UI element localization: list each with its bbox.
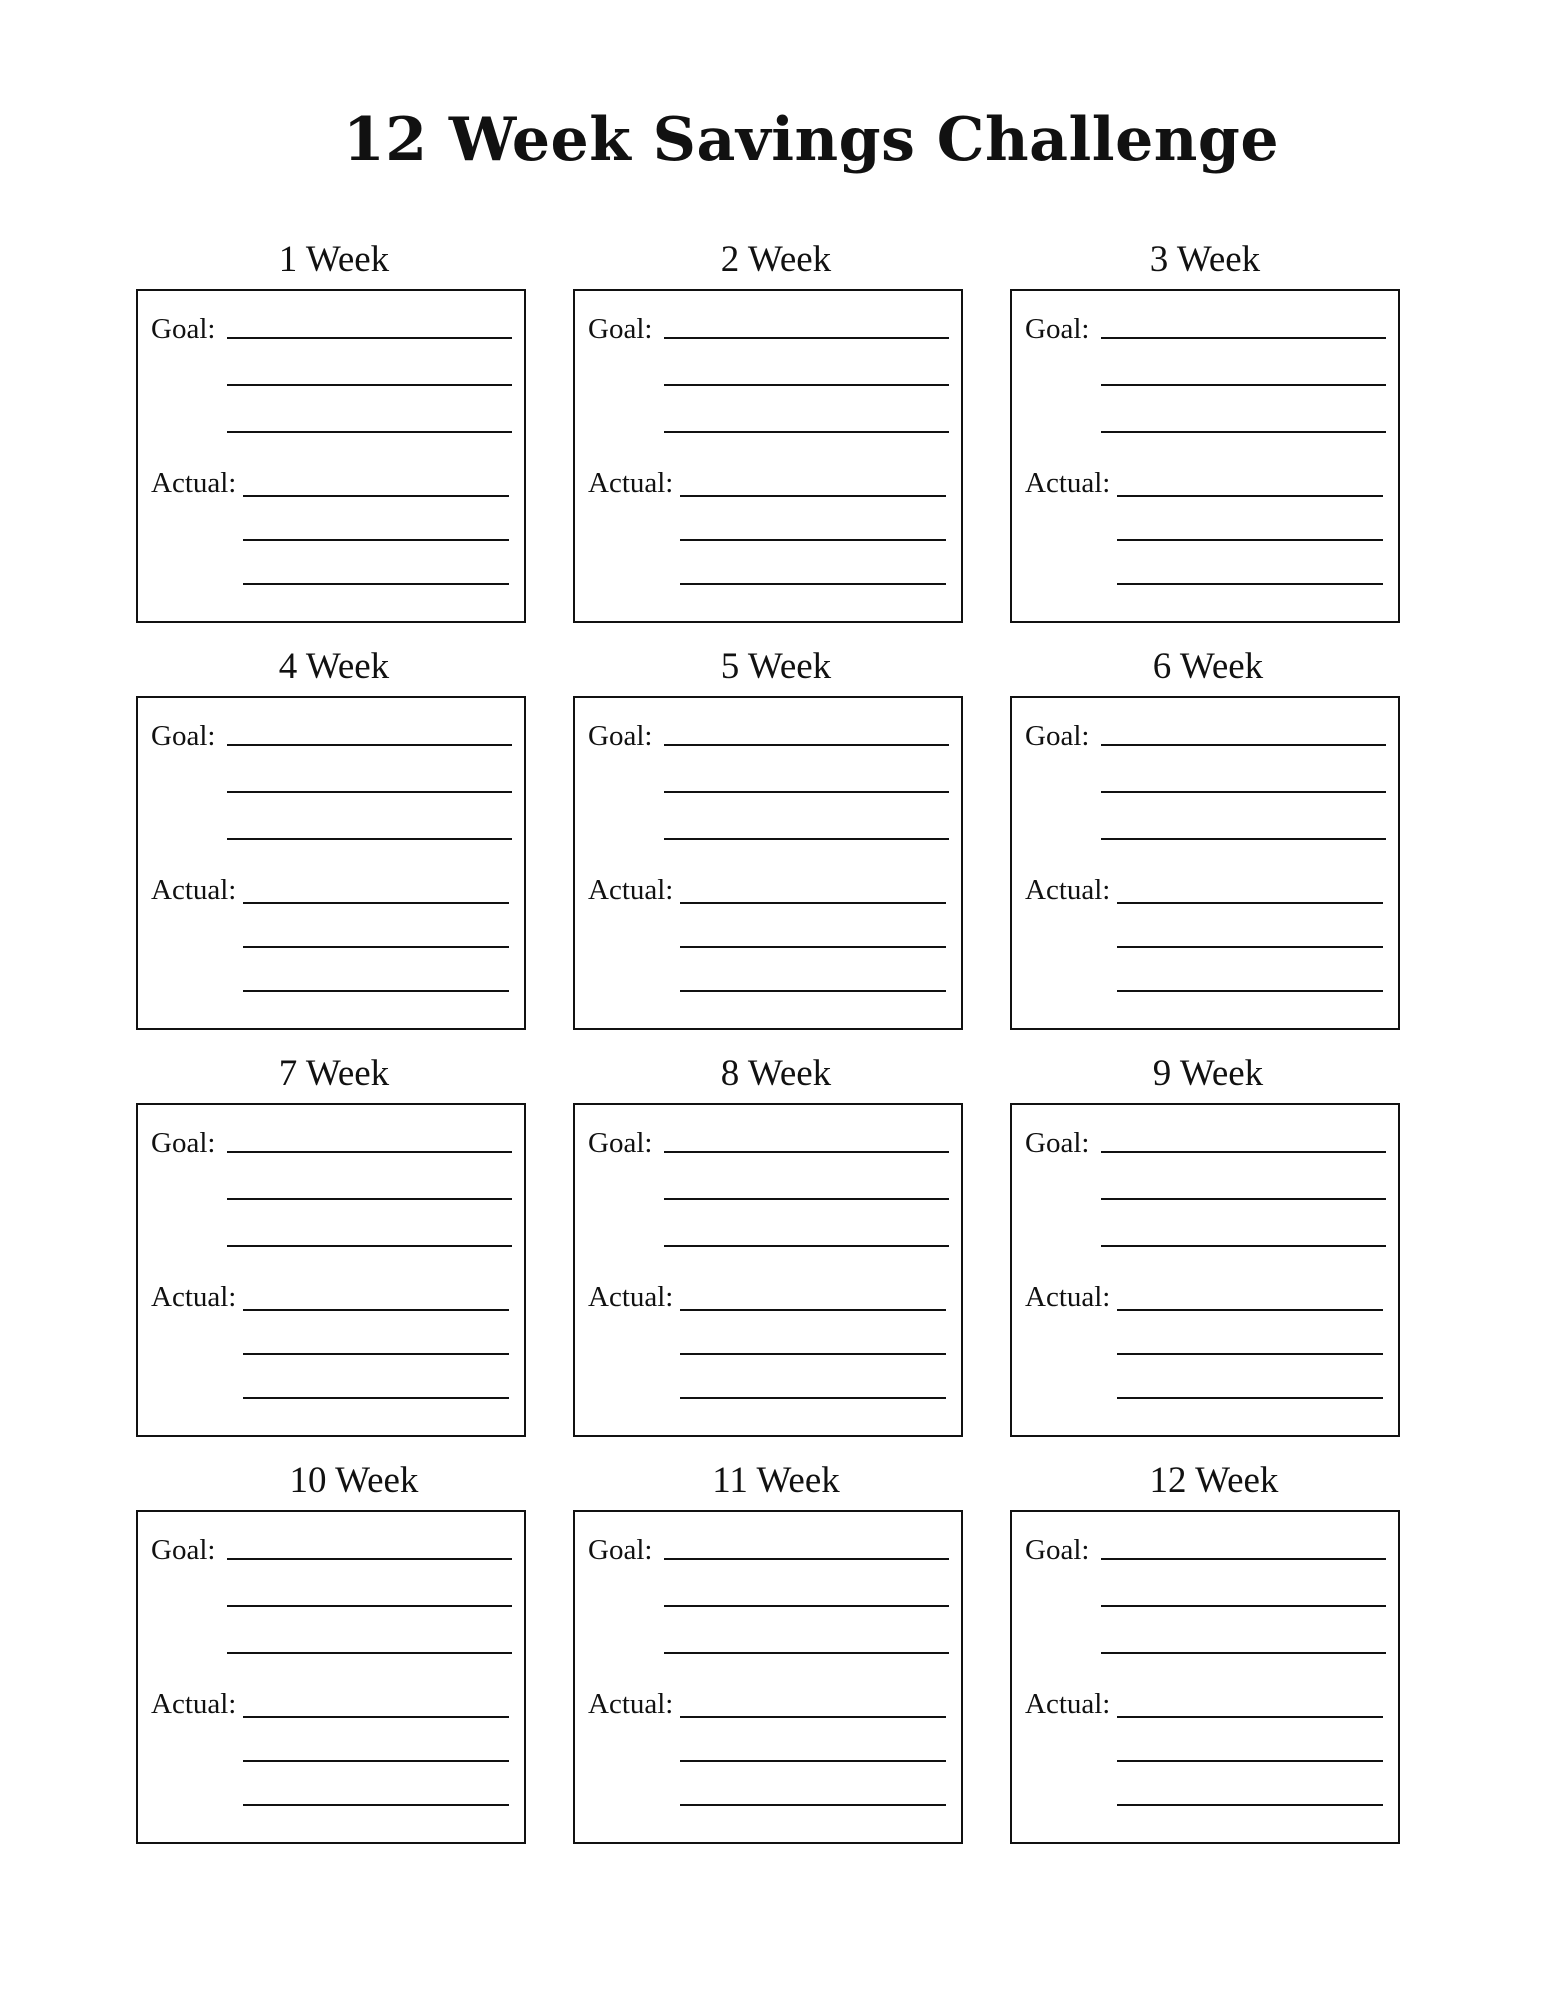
week-title: 10 Week xyxy=(289,1460,419,1501)
week-box xyxy=(136,696,526,1030)
actual-label: Actual: xyxy=(151,1281,237,1313)
actual-line-1[interactable] xyxy=(243,495,509,497)
actual-line-1[interactable] xyxy=(243,1309,509,1311)
page-title: 12 Week Savings Challenge xyxy=(342,105,1280,175)
actual-line-1[interactable] xyxy=(1117,902,1383,904)
week-title: 5 Week xyxy=(720,646,832,687)
week-box xyxy=(1010,1103,1400,1437)
actual-line-2[interactable] xyxy=(1117,1760,1383,1762)
goal-line-1[interactable] xyxy=(1101,1151,1386,1153)
goal-line-2[interactable] xyxy=(1101,384,1386,386)
goal-line-1[interactable] xyxy=(1101,337,1386,339)
goal-line-2[interactable] xyxy=(664,384,949,386)
week-title: 12 Week xyxy=(1149,1460,1279,1501)
goal-label: Goal: xyxy=(151,1127,216,1159)
actual-line-2[interactable] xyxy=(243,946,509,948)
week-box xyxy=(1010,1510,1400,1844)
actual-line-2[interactable] xyxy=(1117,539,1383,541)
actual-line-3[interactable] xyxy=(680,1397,946,1399)
goal-line-2[interactable] xyxy=(1101,1605,1386,1607)
actual-line-1[interactable] xyxy=(680,902,946,904)
goal-line-3[interactable] xyxy=(227,431,512,433)
goal-label: Goal: xyxy=(1025,720,1090,752)
actual-label: Actual: xyxy=(1025,1281,1111,1313)
week-box xyxy=(573,1510,963,1844)
actual-line-1[interactable] xyxy=(1117,495,1383,497)
goal-line-2[interactable] xyxy=(227,1198,512,1200)
goal-label: Goal: xyxy=(588,1127,653,1159)
actual-line-3[interactable] xyxy=(243,583,509,585)
actual-label: Actual: xyxy=(1025,467,1111,499)
goal-line-3[interactable] xyxy=(664,838,949,840)
actual-line-3[interactable] xyxy=(680,1804,946,1806)
week-title: 4 Week xyxy=(278,646,390,687)
goal-label: Goal: xyxy=(588,1534,653,1566)
actual-label: Actual: xyxy=(151,467,237,499)
actual-label: Actual: xyxy=(1025,1688,1111,1720)
actual-label: Actual: xyxy=(588,1688,674,1720)
week-box xyxy=(573,696,963,1030)
week-title: 2 Week xyxy=(720,239,832,280)
actual-line-2[interactable] xyxy=(243,539,509,541)
goal-line-2[interactable] xyxy=(227,1605,512,1607)
actual-line-2[interactable] xyxy=(680,1760,946,1762)
goal-line-3[interactable] xyxy=(664,1652,949,1654)
goal-line-2[interactable] xyxy=(664,791,949,793)
week-title: 1 Week xyxy=(278,239,390,280)
actual-line-2[interactable] xyxy=(1117,946,1383,948)
goal-line-3[interactable] xyxy=(664,1245,949,1247)
week-box xyxy=(136,1510,526,1844)
goal-label: Goal: xyxy=(588,313,653,345)
week-title: 3 Week xyxy=(1149,239,1261,280)
goal-label: Goal: xyxy=(1025,1534,1090,1566)
actual-label: Actual: xyxy=(588,1281,674,1313)
actual-label: Actual: xyxy=(1025,874,1111,906)
goal-line-3[interactable] xyxy=(1101,431,1386,433)
actual-line-2[interactable] xyxy=(243,1353,509,1355)
goal-line-1[interactable] xyxy=(664,744,949,746)
goal-line-2[interactable] xyxy=(227,791,512,793)
goal-label: Goal: xyxy=(1025,1127,1090,1159)
goal-line-2[interactable] xyxy=(227,384,512,386)
actual-line-3[interactable] xyxy=(243,1397,509,1399)
goal-line-3[interactable] xyxy=(664,431,949,433)
actual-line-3[interactable] xyxy=(1117,583,1383,585)
actual-line-3[interactable] xyxy=(1117,990,1383,992)
actual-line-2[interactable] xyxy=(680,539,946,541)
goal-line-1[interactable] xyxy=(1101,1558,1386,1560)
goal-line-3[interactable] xyxy=(1101,838,1386,840)
week-box xyxy=(1010,289,1400,623)
goal-line-1[interactable] xyxy=(664,1558,949,1560)
week-title: 7 Week xyxy=(278,1053,390,1094)
goal-line-3[interactable] xyxy=(1101,1245,1386,1247)
goal-line-2[interactable] xyxy=(1101,1198,1386,1200)
actual-line-3[interactable] xyxy=(1117,1397,1383,1399)
actual-line-2[interactable] xyxy=(680,1353,946,1355)
goal-line-1[interactable] xyxy=(227,1558,512,1560)
goal-label: Goal: xyxy=(151,720,216,752)
goal-line-1[interactable] xyxy=(227,744,512,746)
actual-line-3[interactable] xyxy=(680,583,946,585)
week-title: 11 Week xyxy=(712,1460,840,1501)
actual-label: Actual: xyxy=(151,874,237,906)
goal-label: Goal: xyxy=(1025,313,1090,345)
week-box xyxy=(136,1103,526,1437)
actual-line-3[interactable] xyxy=(680,990,946,992)
actual-line-2[interactable] xyxy=(243,1760,509,1762)
goal-line-1[interactable] xyxy=(227,337,512,339)
actual-line-1[interactable] xyxy=(680,495,946,497)
goal-label: Goal: xyxy=(151,313,216,345)
actual-line-1[interactable] xyxy=(680,1716,946,1718)
actual-line-2[interactable] xyxy=(1117,1353,1383,1355)
goal-line-3[interactable] xyxy=(227,1652,512,1654)
actual-line-3[interactable] xyxy=(1117,1804,1383,1806)
goal-line-2[interactable] xyxy=(664,1198,949,1200)
goal-line-3[interactable] xyxy=(227,838,512,840)
actual-line-1[interactable] xyxy=(243,902,509,904)
goal-line-1[interactable] xyxy=(1101,744,1386,746)
actual-line-1[interactable] xyxy=(680,1309,946,1311)
goal-line-2[interactable] xyxy=(664,1605,949,1607)
goal-line-1[interactable] xyxy=(664,1151,949,1153)
week-box xyxy=(573,1103,963,1437)
actual-line-1[interactable] xyxy=(1117,1309,1383,1311)
goal-line-1[interactable] xyxy=(227,1151,512,1153)
actual-line-3[interactable] xyxy=(243,1804,509,1806)
week-box xyxy=(1010,696,1400,1030)
actual-line-1[interactable] xyxy=(243,1716,509,1718)
week-title: 9 Week xyxy=(1152,1053,1264,1094)
actual-label: Actual: xyxy=(588,467,674,499)
week-box xyxy=(573,289,963,623)
week-box xyxy=(136,289,526,623)
week-title: 8 Week xyxy=(720,1053,832,1094)
goal-line-2[interactable] xyxy=(1101,791,1386,793)
actual-label: Actual: xyxy=(151,1688,237,1720)
actual-line-2[interactable] xyxy=(680,946,946,948)
goal-label: Goal: xyxy=(588,720,653,752)
actual-label: Actual: xyxy=(588,874,674,906)
goal-line-3[interactable] xyxy=(227,1245,512,1247)
actual-line-3[interactable] xyxy=(243,990,509,992)
goal-line-3[interactable] xyxy=(1101,1652,1386,1654)
week-title: 6 Week xyxy=(1152,646,1264,687)
goal-line-1[interactable] xyxy=(664,337,949,339)
goal-label: Goal: xyxy=(151,1534,216,1566)
actual-line-1[interactable] xyxy=(1117,1716,1383,1718)
